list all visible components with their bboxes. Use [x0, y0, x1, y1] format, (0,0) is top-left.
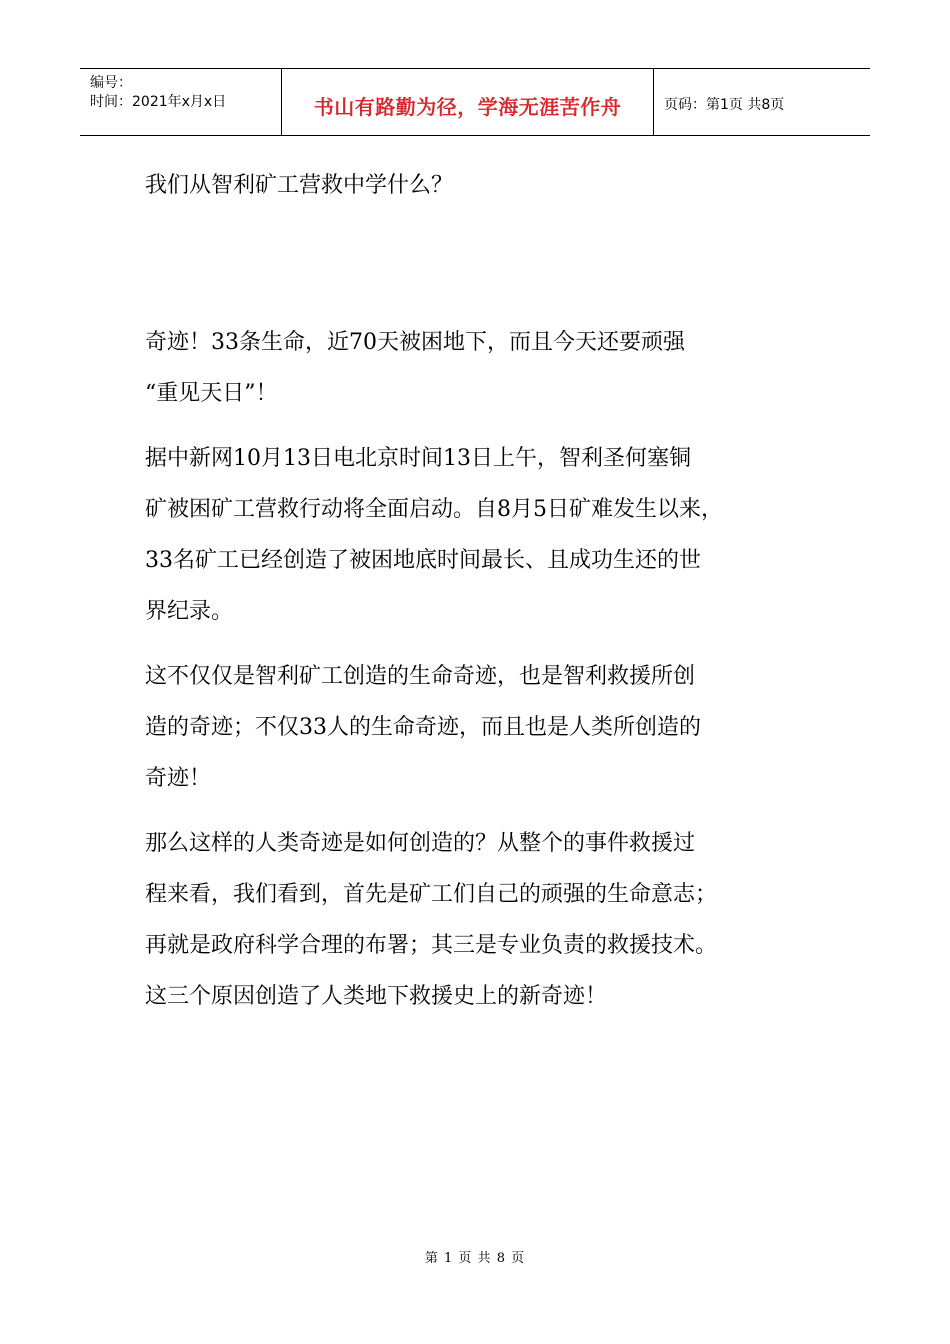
paragraph-line: 矿被困矿工营救行动将全面启动。自8月5日矿难发生以来， [145, 497, 723, 522]
document-body [145, 170, 845, 1022]
paragraph-line: 那么这样的人类奇迹是如何创造的？从整个的事件救援过 [145, 831, 696, 856]
page-header [80, 68, 870, 136]
motto-text: 书山有路勤为径，学海无涯苦作舟 [313, 95, 622, 119]
page-info: 页码：第1页 共8页 [664, 97, 785, 113]
time-label: 时间：2021年x月x日 [90, 94, 227, 110]
paragraph-line: 这三个原因创造了人类地下救援史上的新奇迹！ [145, 984, 608, 1009]
paragraph-line: 奇迹！33条生命，近70天被困地下，而且今天还要顽强 [145, 330, 685, 355]
header-page-cell [654, 69, 870, 135]
paragraph [145, 433, 845, 637]
paragraph-line: 33名矿工已经创造了被困地底时间最长、且成功生还的世 [145, 548, 701, 573]
paragraph-line: 程来看，我们看到，首先是矿工们自己的顽强的生命意志； [145, 882, 718, 907]
paragraph-line: “重见天日”！ [145, 381, 278, 406]
paragraph [145, 317, 845, 419]
paragraph-line: 界纪录。 [145, 599, 234, 624]
header-meta-cell [80, 69, 282, 135]
paragraph-line: 据中新网10月13日电北京时间13日上午，智利圣何塞铜 [145, 446, 691, 471]
header-motto-cell [282, 69, 654, 135]
paragraph [145, 818, 845, 1022]
paragraph-line: 这不仅仅是智利矿工创造的生命奇迹，也是智利救援所创 [145, 664, 696, 689]
document-title: 我们从智利矿工营救中学什么？ [145, 173, 454, 198]
paragraph-line: 奇迹！ [145, 766, 212, 791]
paragraph-line: 造的奇迹；不仅33人的生命奇迹，而且也是人类所创造的 [145, 715, 701, 740]
paragraph [145, 651, 845, 804]
number-label: 编号： [90, 75, 132, 91]
paragraph-line: 再就是政府科学合理的布署；其三是专业负责的救援技术。 [145, 933, 718, 958]
page-footer: 第 1 页 共 8 页 [424, 1251, 526, 1266]
